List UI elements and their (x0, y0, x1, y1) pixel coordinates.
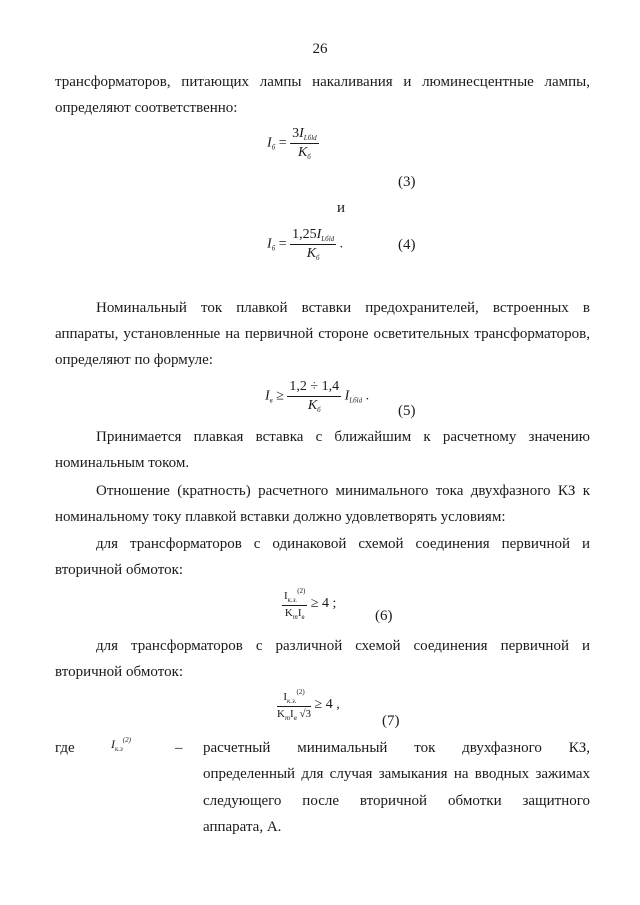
definition-line: определенный для случая замыкания на вводных зажимах (203, 766, 590, 782)
paragraph-line: номинальным током. (55, 455, 190, 471)
paragraph-line: для трансформаторов с одинаковой схемой соединения первичной и (96, 536, 590, 552)
paragraph-line: аппараты, установленные на первичной стороне осветительных трансформаторов, (55, 326, 590, 342)
paragraph-line: Номинальный ток плавкой вставки предохранителей, встроенных в (96, 300, 590, 316)
formula-5: $I_в$ ≥ $\frac{1,2 \div 1,4}{K_б}$ $I_{Lбld}$ . (265, 379, 370, 414)
equation-number: (4) (398, 237, 416, 253)
fraction: $\frac{I_{к.з.}^{(2)}}{K_тI_в}$ (284, 587, 306, 621)
definition-line: аппарата, А. (203, 819, 282, 835)
definition-dash: – (175, 740, 183, 756)
formula-6: $\frac{I_{к.з.}^{(2)}}{K_тI_в}$ ≥ 4 ; (284, 587, 337, 621)
paragraph-line: трансформаторов, питающих лампы накаливания и люминесцентные лампы, (55, 74, 590, 90)
equation-number: (7) (382, 713, 400, 729)
paragraph-line: определяют по формуле: (55, 352, 213, 368)
definition-line: расчетный минимальный ток двухфазного КЗ, (203, 740, 590, 756)
equation-number: (6) (375, 608, 393, 624)
paragraph-line: вторичной обмоток: (55, 664, 184, 680)
paragraph-line: определяют соответственно: (55, 100, 238, 116)
fraction: $\frac{1,25I_{Lбld}}{K_б}$ (292, 227, 335, 262)
definition-symbol: $I_{к.з}^{(2)}$ (111, 736, 131, 753)
formula-3: $I_б$ = $\frac{3I_{Lбld}}{K_б}$ (267, 126, 317, 161)
paragraph-line: вторичной обмоток: (55, 562, 184, 578)
definition-line: следующего после вторичной обмотки защитного (203, 793, 590, 809)
paragraph-line: Принимается плавкая вставка с ближайшим к расчетному значению (96, 429, 590, 445)
formula-4: $I_б$ = $\frac{1,25I_{Lбld}}{K_б}$ . (267, 227, 344, 262)
paragraph-line: Отношение (кратность) расчетного минимального тока двухфазного КЗ к (96, 483, 590, 499)
where-label: где (55, 740, 75, 756)
paragraph-line: для трансформаторов с различной схемой соединения первичной и (96, 638, 590, 654)
fraction: $\frac{3I_{Lбld}}{K_б}$ (292, 126, 317, 161)
fraction: $\frac{1,2 \div 1,4}{K_б}$ (289, 379, 340, 414)
conjunction-text: и (337, 200, 346, 216)
equation-number: (5) (398, 403, 416, 419)
formula-7: $\frac{I_{к.з.}^{(2)}}{K_тI_в √3}$ ≥ 4 , (277, 688, 340, 722)
fraction: $\frac{I_{к.з.}^{(2)}}{K_тI_в √3}$ (277, 688, 312, 722)
paragraph-line: номинальному току плавкой вставки должно удовлетворять условиям: (55, 509, 506, 525)
page-number: 26 (312, 41, 328, 57)
equation-number: (3) (398, 174, 416, 190)
